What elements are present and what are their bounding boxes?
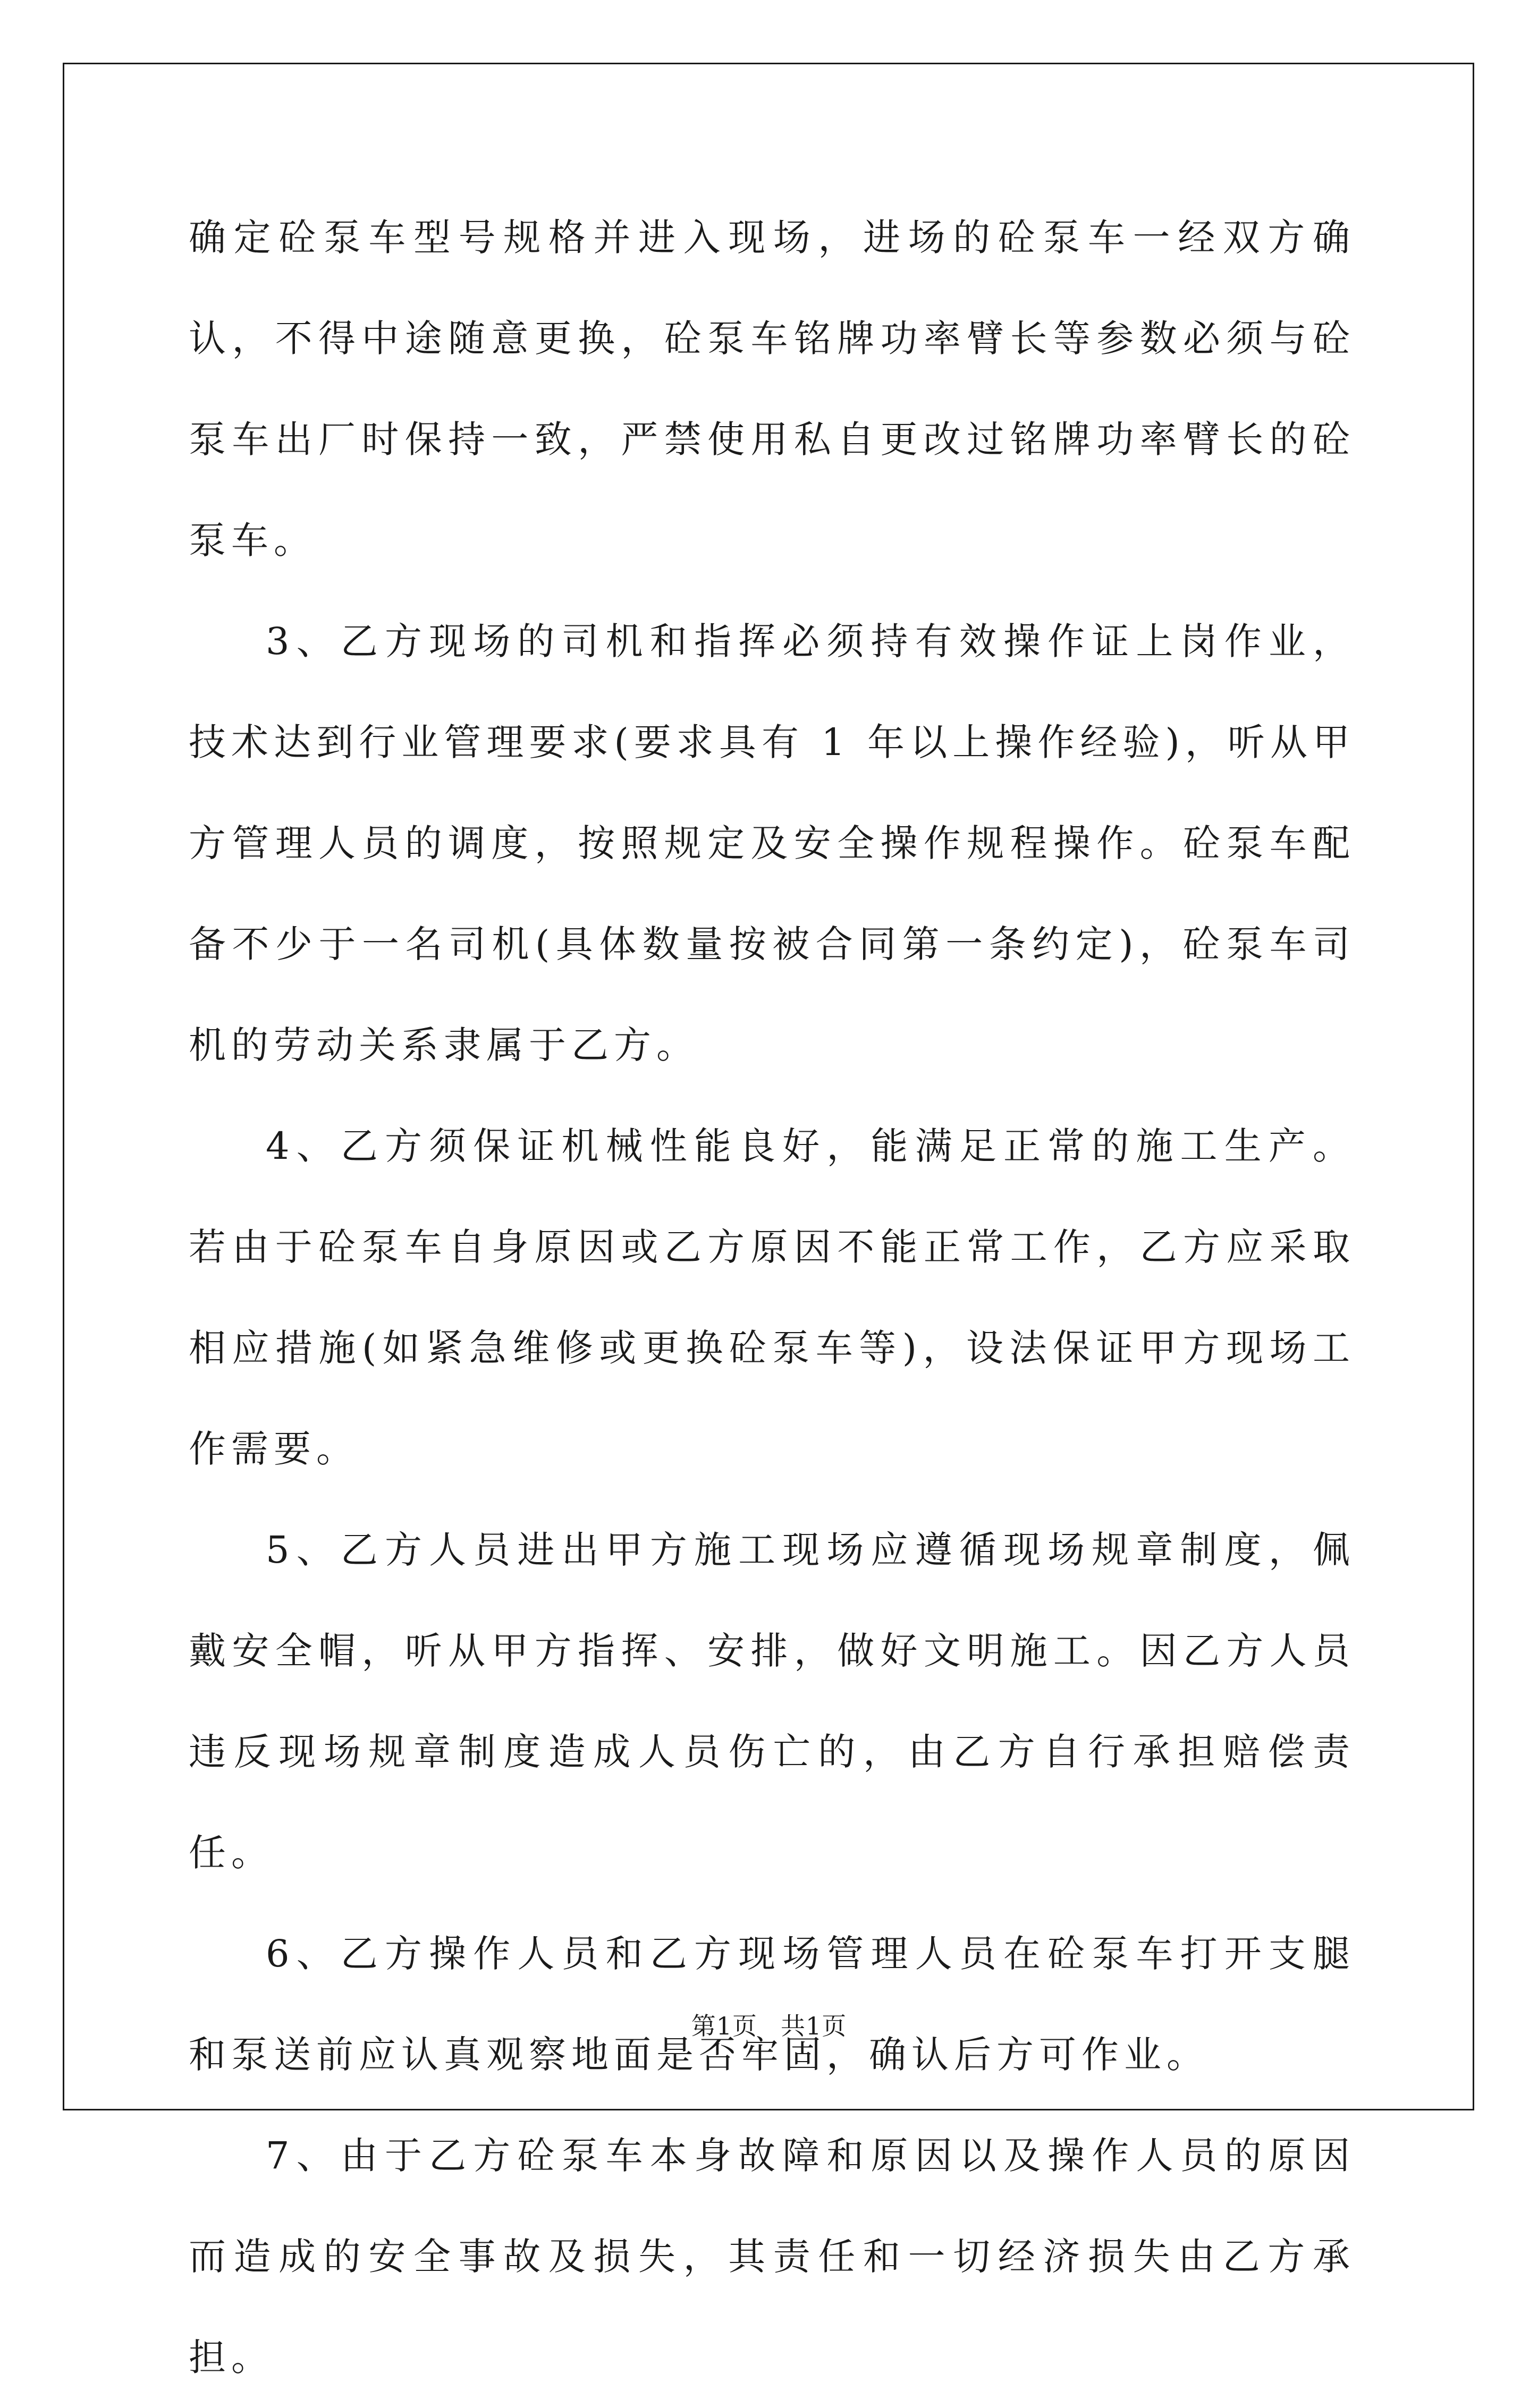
paragraph-clause-3: 3、乙方现场的司机和指挥必须持有效操作证上岗作业，技术达到行业管理要求(要求具有 1 年以上操作经验)，听从甲方管理人员的调度，按照规定及安全操作规程操作。砼泵车配备不少于一名司机(具体数量按被合同第一条约定)，砼泵车司机的劳动关系隶属于乙方。 (189, 620, 1355, 1067)
paragraph-continuation: 确定砼泵车型号规格并进入现场，进场的砼泵车一经双方确认，不得中途随意更换，砼泵车铭牌功率臂长等参数必须与砼泵车出厂时保持一致，严禁使用私自更改过铭牌功率臂长的砼泵车。 (189, 216, 1355, 562)
paragraph-clause-5: 5、乙方人员进出甲方施工现场应遵循现场规章制度，佩戴安全帽，听从甲方指挥、安排，做好文明施工。因乙方人员违反现场规章制度造成人员伤亡的，由乙方自行承担赔偿责任。 (189, 1528, 1355, 1875)
page-footer (0, 2010, 1538, 2042)
page-number-current: 第1页 (691, 2012, 757, 2040)
document-body (189, 187, 1355, 2408)
paragraph-clause-6: 6、乙方操作人员和乙方现场管理人员在砼泵车打开支腿和泵送前应认真观察地面是否牢固，确认后方可作业。 (189, 1932, 1355, 2076)
page-number-total: 共1页 (781, 2012, 847, 2040)
paragraph-clause-4: 4、乙方须保证机械性能良好，能满足正常的施工生产。若由于砼泵车自身原因或乙方原因不能正常工作，乙方应采取相应措施(如紧急维修或更换砼泵车等)，设法保证甲方现场工作需要。 (189, 1124, 1355, 1471)
paragraph-clause-7: 7、由于乙方砼泵车本身故障和原因以及操作人员的原因而造成的安全事故及损失，其责任和一切经济损失由乙方承担。 (189, 2134, 1355, 2379)
